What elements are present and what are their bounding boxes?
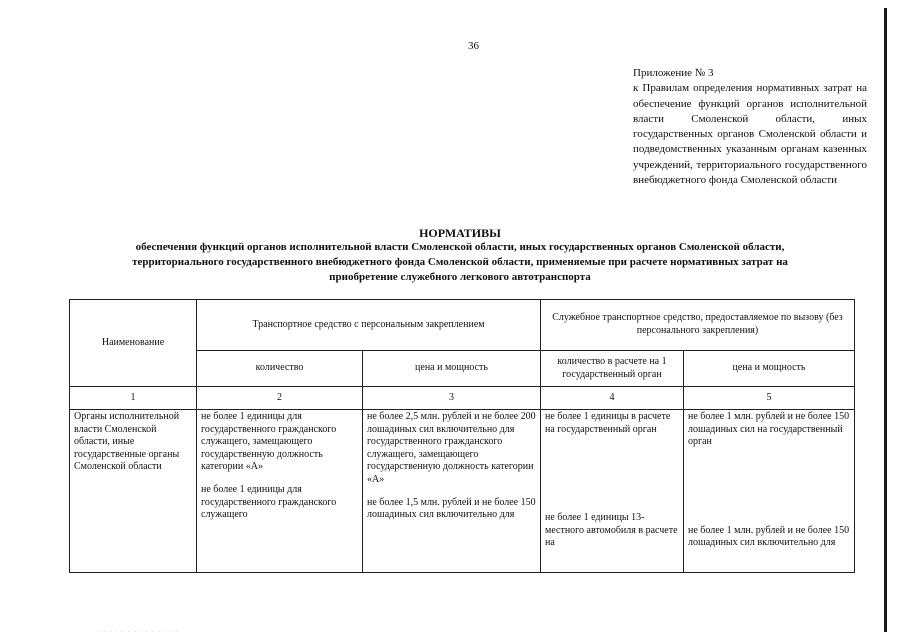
header-group-personal: Транспортное средство с персональным закреплением [197,300,541,351]
column-number: 4 [541,387,684,410]
row-name-cell [70,410,197,573]
cell-text: не более 2,5 млн. рублей и не более 200 лошадиных сил включительно для государственного гражданского служащего, замещающего государственную должность категории «А» [367,411,536,485]
norms-table [69,299,855,573]
personal-quantity-cell [197,410,363,573]
row-name-text: Органы исполнительной власти Смоленской области, иные государственные органы Смоленской области [74,411,180,473]
header-call-quantity: количество в расчете на 1 государственный орган [541,351,684,387]
column-number: 3 [363,387,541,410]
table-header-row [70,300,855,351]
cell-text: не более 1 единицы для государственного гражданского служащего [201,483,337,521]
page-number: 36 [468,40,479,52]
cell-text: не более 1 единицы для государственного гражданского служащего, замещающего государственную должность категории «А» [201,411,337,473]
cell-text: не более 1 единицы в расчете на государственный орган [545,411,671,435]
column-number: 2 [197,387,363,410]
cell-text: не более 1 млн. рублей и не более 150 лошадиных сил включительно для [688,524,850,549]
call-quantity-cell [541,410,684,573]
column-number: 5 [684,387,855,410]
heading-title: НОРМАТИВЫ [419,226,501,240]
heading-line-2: территориального государственного внебюджетного фонда Смоленской области, применяемые при расчете нормативных затрат на [132,256,788,268]
header-group-call: Служебное транспортное средство, предоставляемое по вызову (без персонального закрепления) [541,300,855,351]
header-name: Наименование [70,300,197,387]
personal-price-cell [363,410,541,573]
heading-line-3: приобретение служебного легкового автотранспорта [329,271,591,283]
column-number-row [70,387,855,410]
header-personal-price: цена и мощность [363,351,541,387]
cell-text: не более 1 млн. рублей и не более 150 лошадиных сил на государственный орган [688,411,850,448]
document-heading [70,226,850,285]
call-price-cell [684,410,855,573]
table-row [70,410,855,573]
cell-text: не более 1 единицы 13-местного автомобиля в расчете на [545,512,678,549]
column-number: 1 [70,387,197,410]
scan-edge-line [884,8,887,632]
header-personal-quantity: количество [197,351,363,387]
appendix-note [633,66,867,188]
header-call-price: цена и мощность [684,351,855,387]
appendix-title: Приложение № 3 [633,67,714,79]
heading-line-1: обеспечения функций органов исполнительной власти Смоленской области, иных государственных органов Смоленской области, [135,241,785,253]
appendix-text: к Правилам определения нормативных затрат на обеспечение функций органов исполнительной власти Смоленской области, иных государственных органов Смоленской области и подведомственных указанным органам казенных учреждений, территориального государственного внебюджетного фонда Смоленской области [633,82,867,187]
cell-text: не более 1,5 млн. рублей и не более 150 лошадиных сил включительно для [367,496,536,521]
scan-noise-mark: · · · · · · · · · · · · · · [97,628,180,636]
